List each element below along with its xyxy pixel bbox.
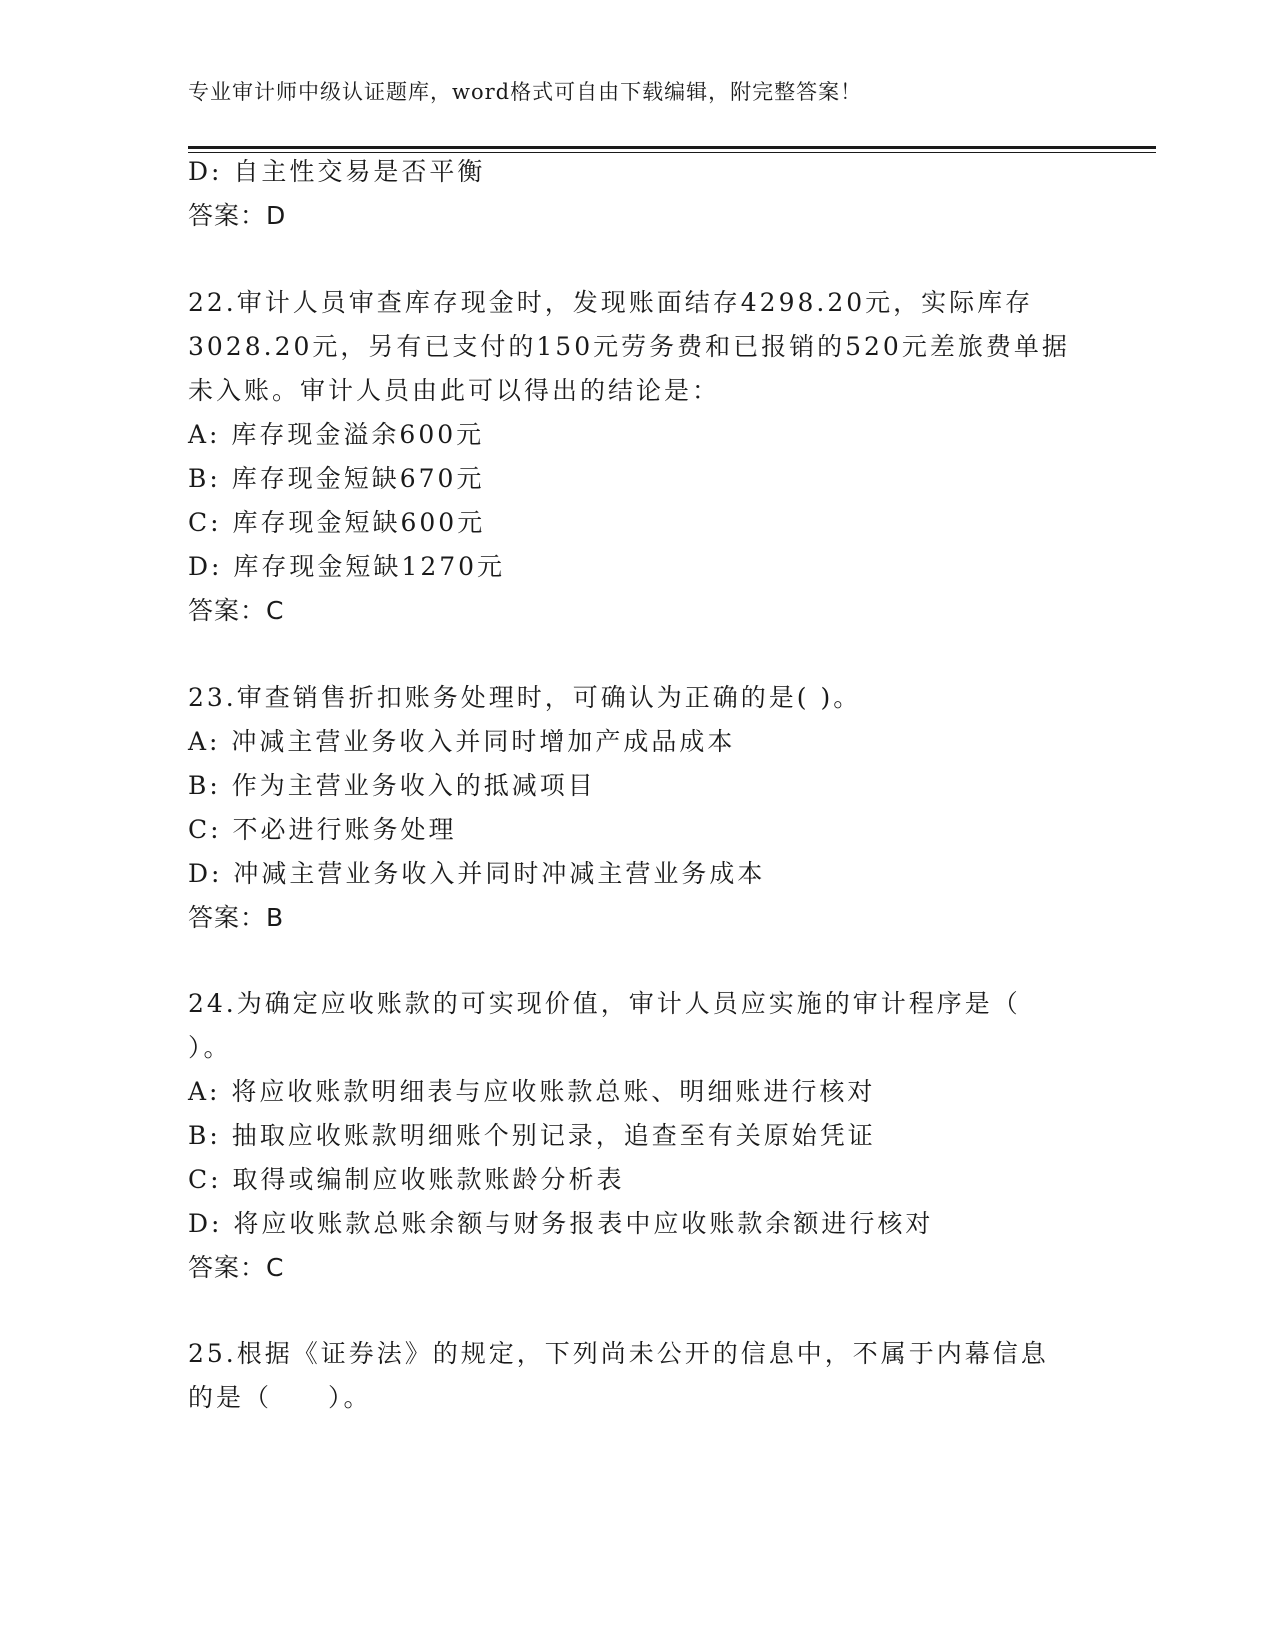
- header-divider-thin: [188, 152, 1156, 153]
- q23-answer: 答案：B: [188, 903, 285, 932]
- q24-stem-line-2: ）。: [188, 1033, 232, 1062]
- q22-option-a: A: 库存现金溢余600元: [188, 420, 485, 449]
- q22-stem-line-3: 未入账。审计人员由此可以得出的结论是：: [188, 376, 721, 405]
- q22-stem-line-1: 22.审计人员审查库存现金时，发现账面结存4298.20元，实际库存: [188, 288, 1034, 317]
- header-divider-thick: [188, 146, 1156, 149]
- q22-answer: 答案：C: [188, 596, 285, 625]
- q21-answer: 答案：D: [188, 201, 287, 230]
- q24-option-b: B: 抽取应收账款明细账个别记录，追查至有关原始凭证: [188, 1121, 876, 1150]
- q24-answer: 答案：C: [188, 1253, 285, 1282]
- q24-option-c: C: 取得或编制应收账款账龄分析表: [188, 1165, 625, 1194]
- q25-stem-line-2: 的是（ ）。: [188, 1383, 372, 1412]
- page-header: 专业审计师中级认证题库，word格式可自由下载编辑，附完整答案！: [188, 80, 863, 104]
- q21-option-d: D: 自主性交易是否平衡: [188, 157, 486, 186]
- q22-stem-line-2: 3028.20元，另有已支付的150元劳务费和已报销的520元差旅费单据: [188, 332, 1070, 361]
- q24-option-d: D: 将应收账款总账余额与财务报表中应收账款余额进行核对: [188, 1209, 934, 1238]
- q25-stem-line-1: 25.根据《证券法》的规定，下列尚未公开的信息中，不属于内幕信息: [188, 1339, 1049, 1368]
- q23-option-b: B: 作为主营业务收入的抵减项目: [188, 771, 596, 800]
- q22-option-d: D: 库存现金短缺1270元: [188, 552, 506, 581]
- q23-option-d: D: 冲减主营业务收入并同时冲减主营业务成本: [188, 859, 766, 888]
- q23-option-c: C: 不必进行账务处理: [188, 815, 457, 844]
- q24-option-a: A: 将应收账款明细表与应收账款总账、明细账进行核对: [188, 1077, 876, 1106]
- q24-stem-line-1: 24.为确定应收账款的可实现价值，审计人员应实施的审计程序是（: [188, 989, 1021, 1018]
- q22-option-b: B: 库存现金短缺670元: [188, 464, 485, 493]
- q23-stem-line-1: 23.审查销售折扣账务处理时，可确认为正确的是( )。: [188, 683, 862, 712]
- q22-option-c: C: 库存现金短缺600元: [188, 508, 486, 537]
- q23-option-a: A: 冲减主营业务收入并同时增加产成品成本: [188, 727, 736, 756]
